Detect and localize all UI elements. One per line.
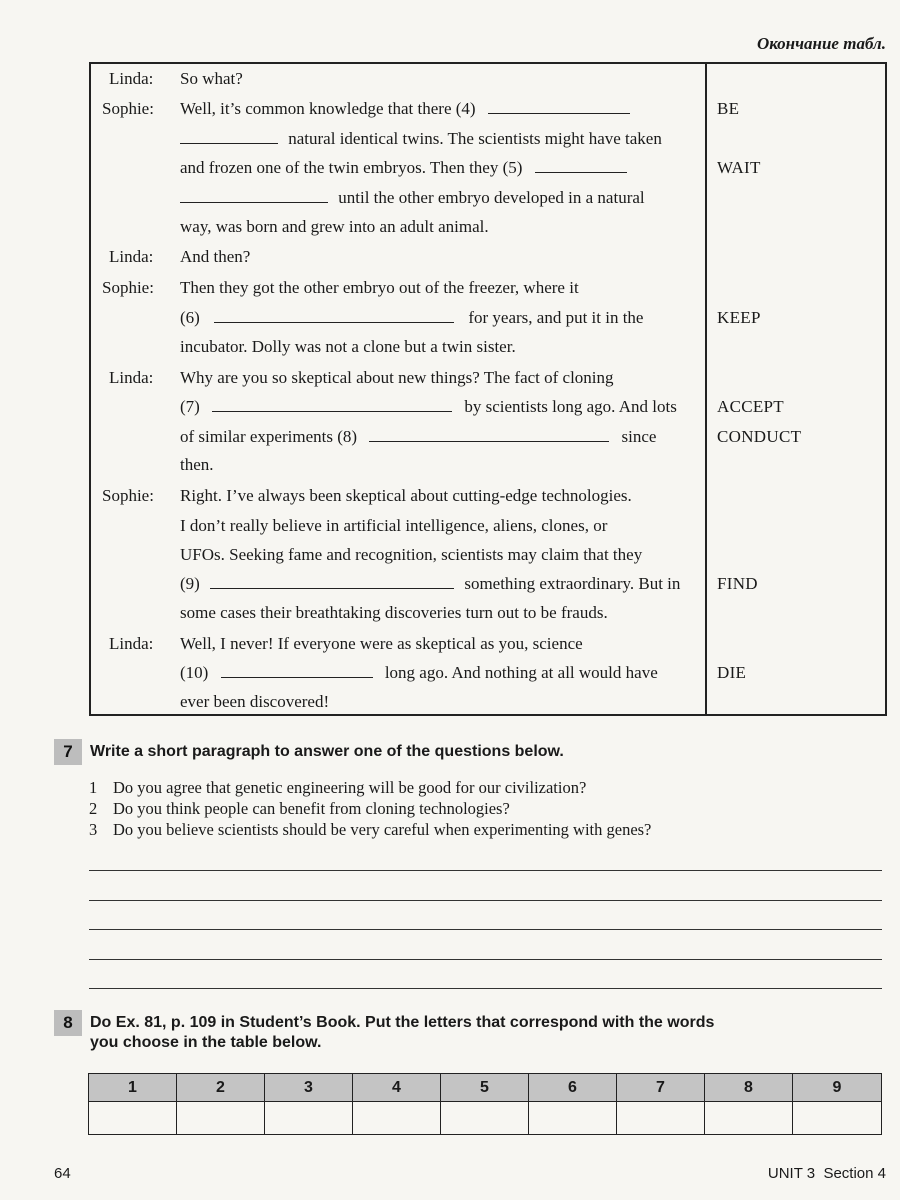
speaker-label: Linda: [109,368,154,387]
dialogue-line: then. [180,455,214,474]
dialogue-line: until the other embryo developed in a natural [338,188,645,207]
question-item: 3 Do you believe scientists should be very careful when experimenting with genes? [89,820,652,839]
verb-find: FIND [717,574,758,593]
verb-keep: KEEP [717,308,761,327]
dialogue-line: Well, it’s common knowledge that there (4) [180,99,476,118]
answer-blank-7[interactable] [212,397,452,412]
dialogue-line: I don’t really believe in artificial intelligence, aliens, clones, or [180,516,608,535]
dialogue-line: and frozen one of the twin embryos. Then they (5) [180,158,523,177]
dialogue-line: UFOs. Seeking fame and recognition, scientists may claim that they [180,545,643,564]
task-8-header [54,1010,714,1053]
dialogue-line: for years, and put it in the [468,308,644,327]
column-divider [705,64,707,714]
speaker-label: Sophie: [102,486,154,505]
dialogue-line: long ago. And nothing at all would have [384,663,658,682]
dialogue-table [89,62,887,716]
answer-blank-6[interactable] [214,308,454,323]
answer-blank-9[interactable] [210,574,454,589]
task-number-badge: 8 [54,1010,82,1036]
answer-column-header: 3 [265,1074,353,1102]
blank-number: (6) [180,308,200,327]
dialogue-line: Then they got the other embryo out of the freezer, where it [180,278,579,297]
answer-cell[interactable] [529,1102,617,1134]
writing-line[interactable] [89,900,882,901]
dialogue-line: And then? [180,247,251,266]
answer-cell[interactable] [89,1102,177,1134]
dialogue-line: natural identical twins. The scientists might have taken [288,129,662,148]
answer-column-header: 2 [177,1074,265,1102]
blank-number: (7) [180,397,200,416]
dialogue-line: something extraordinary. But in [464,574,681,593]
task-7-title: Write a short paragraph to answer one of the questions below. [90,743,564,760]
writing-line[interactable] [89,929,882,930]
answer-cell[interactable] [265,1102,353,1134]
answer-column-header: 1 [89,1074,177,1102]
task-7-header [54,739,564,765]
page-number: 64 [54,1165,71,1182]
verb-wait: WAIT [717,158,761,177]
dialogue-line: So what? [180,69,243,88]
answer-cell[interactable] [177,1102,265,1134]
answer-cell[interactable] [617,1102,705,1134]
answer-column-header: 4 [353,1074,441,1102]
dialogue-line: way, was born and grew into an adult animal. [180,217,489,236]
verb-accept: ACCEPT [717,397,784,416]
answer-column-header: 9 [793,1074,881,1102]
speaker-label: Sophie: [102,99,154,118]
verb-die: DIE [717,663,747,682]
dialogue-line: some cases their breathtaking discoveries turn out to be frauds. [180,603,608,622]
blank-number: (9) [180,574,200,593]
speaker-label: Linda: [109,634,154,653]
dialogue-line: of similar experiments (8) [180,427,358,446]
question-item: 1 Do you agree that genetic engineering will be good for our civilization? [89,778,587,797]
answer-blank-8[interactable] [369,427,609,442]
writing-line[interactable] [89,988,882,989]
answer-blank-5[interactable] [535,158,627,173]
blank-number: (10) [180,663,209,682]
continuation-label: Окончание табл. [756,34,886,53]
dialogue-line: by scientists long ago. And lots [464,397,677,416]
answer-table [88,1073,882,1135]
speaker-label: Linda: [109,69,154,88]
answer-cell[interactable] [705,1102,793,1134]
answer-blank-4-cont[interactable] [180,129,278,144]
verb-conduct: CONDUCT [717,427,802,446]
verb-be: BE [717,99,740,118]
answer-cell[interactable] [441,1102,529,1134]
unit-section-label: UNIT 3 Section 4 [767,1165,886,1182]
dialogue-line: incubator. Dolly was not a clone but a twin sister. [180,337,516,356]
answer-cell[interactable] [793,1102,881,1134]
answer-column-header: 5 [441,1074,529,1102]
dialogue-line: since [621,427,657,446]
speaker-label: Sophie: [102,278,154,297]
answer-column-header: 6 [529,1074,617,1102]
speaker-label: Linda: [109,247,154,266]
task-8-title: Do Ex. 81, p. 109 in Student’s Book. Put the letters that correspond with the words you choose in the table below. [90,1014,715,1051]
dialogue-line: Why are you so skeptical about new things? The fact of cloning [180,368,614,387]
dialogue-line: ever been discovered! [180,692,330,711]
task-number-badge: 7 [54,739,82,765]
dialogue-line: Well, I never! If everyone were as skeptical as you, science [180,634,583,653]
answer-column-header: 8 [705,1074,793,1102]
writing-line[interactable] [89,870,882,871]
question-item: 2 Do you think people can benefit from cloning technologies? [89,799,510,818]
answer-blank-5-cont[interactable] [180,188,328,203]
answer-blank-10[interactable] [221,663,373,678]
writing-line[interactable] [89,959,882,960]
answer-blank-4[interactable] [488,99,630,114]
answer-column-header: 7 [617,1074,705,1102]
answer-cell[interactable] [353,1102,441,1134]
dialogue-line: Right. I’ve always been skeptical about cutting-edge technologies. [180,486,632,505]
